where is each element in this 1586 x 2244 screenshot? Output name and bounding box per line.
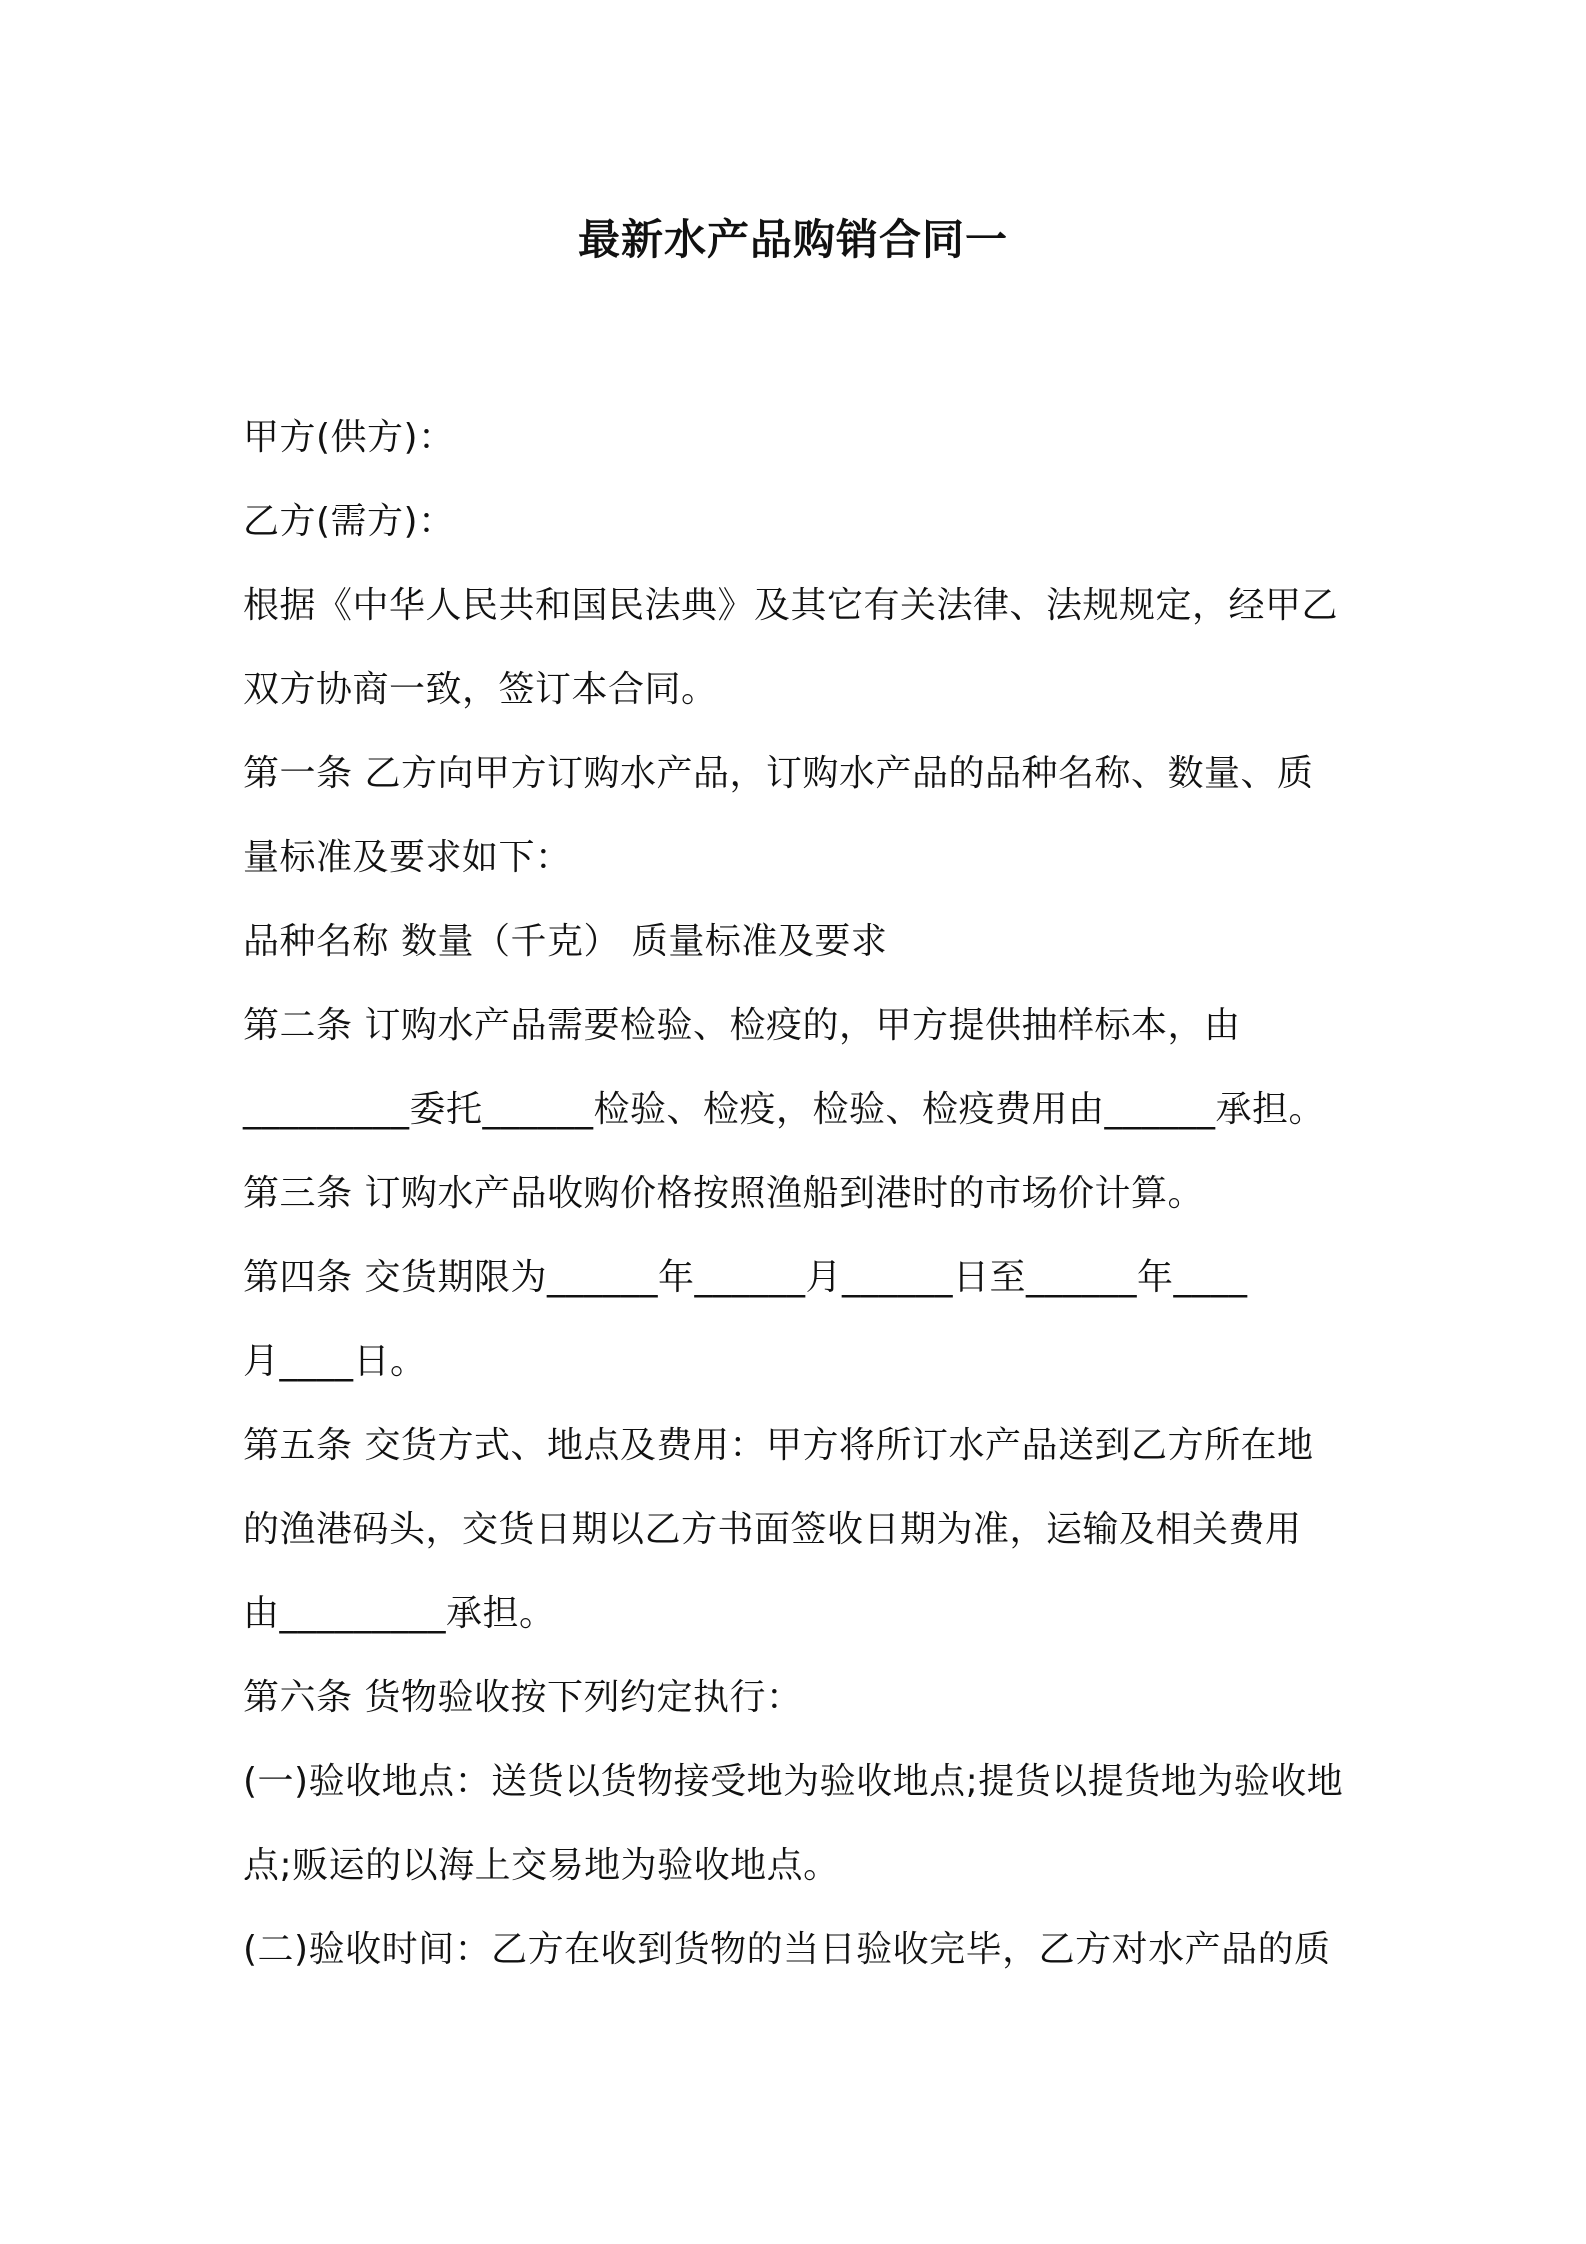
article-3-line: 第三条 订购水产品收购价格按照渔船到港时的市场价计算。 [243,1173,1204,1214]
article-2-line-1: 第二条 订购水产品需要检验、检疫的，甲方提供抽样标本，由 [243,1005,1241,1046]
article-6-line: 第六条 货物验收按下列约定执行： [243,1677,803,1718]
party-b-line: 乙方(需方)： [243,501,455,542]
product-table-header: 品种名称 数量（千克） 质量标准及要求 [243,921,888,962]
article-4-line-1: 第四条 交货期限为______年______月______日至______年____ [243,1257,1248,1298]
article-5-line-3: 由_________承担。 [243,1593,556,1634]
preamble-line-2: 双方协商一致，签订本合同。 [243,669,718,710]
article-1-line-1: 第一条 乙方向甲方订购水产品，订购水产品的品种名称、数量、质 [243,753,1314,794]
article-5-line-1: 第五条 交货方式、地点及费用：甲方将所订水产品送到乙方所在地 [243,1425,1314,1466]
article-5-line-2: 的渔港码头，交货日期以乙方书面签收日期为准，运输及相关费用 [243,1509,1302,1550]
preamble-line-1: 根据《中华人民共和国民法典》及其它有关法律、法规规定，经甲乙 [243,585,1339,626]
article-4-line-2: 月____日。 [243,1341,427,1382]
article-2-line-2: _________委托______检验、检疫，检验、检疫费用由______承担。 [243,1089,1326,1130]
inspection-time-line-1: (二)验收时间：乙方在收到货物的当日验收完毕，乙方对水产品的质 [243,1929,1331,1970]
party-a-line: 甲方(供方)： [243,417,455,458]
article-1-line-2: 量标准及要求如下： [243,837,572,878]
document-title: 最新水产品购销合同一 [577,215,1008,264]
inspection-place-line-1: (一)验收地点：送货以货物接受地为验收地点;提货以提货地为验收地 [243,1761,1344,1802]
inspection-place-line-2: 点;贩运的以海上交易地为验收地点。 [243,1845,840,1886]
